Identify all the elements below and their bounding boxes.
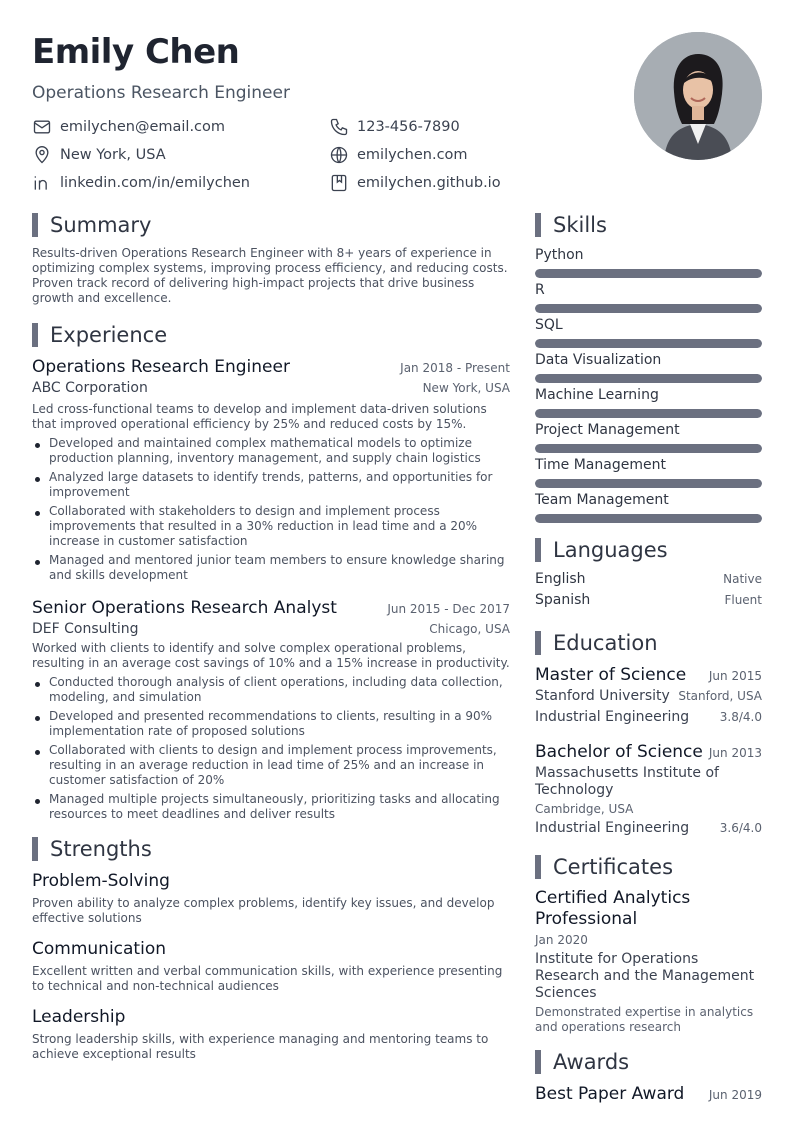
skill-item bbox=[535, 421, 762, 453]
language-name: Spanish bbox=[535, 592, 591, 608]
section-accent-bar bbox=[535, 213, 541, 237]
strengths-section bbox=[32, 836, 510, 1062]
education-heading bbox=[535, 630, 762, 656]
certificate-organization: Institute for Operations Research and the Management Sciences bbox=[535, 951, 755, 1001]
strength-item bbox=[32, 1006, 510, 1062]
certificate-date: Jan 2020 bbox=[535, 933, 588, 947]
section-title: Certificates bbox=[553, 855, 674, 879]
contact-email[interactable] bbox=[32, 116, 329, 138]
section-title: Strengths bbox=[50, 837, 152, 861]
mail-icon bbox=[32, 117, 52, 137]
job-company: DEF Consulting bbox=[32, 621, 139, 637]
skill-level-bar bbox=[535, 374, 762, 383]
contact-list bbox=[32, 116, 632, 194]
bookmark-icon bbox=[329, 173, 349, 193]
skill-item bbox=[535, 246, 762, 278]
section-title: Education bbox=[553, 631, 658, 655]
education-location: Cambridge, USA bbox=[535, 802, 634, 816]
language-level: Fluent bbox=[724, 593, 762, 607]
job-title: Operations Research Engineer bbox=[32, 357, 290, 377]
list-item: Collaborated with stakeholders to design and implement process improvements that resulted in a 30% reduction in lead time and a 20% increase in customer satisfaction bbox=[32, 504, 510, 549]
phone-icon bbox=[329, 117, 349, 137]
contact-website[interactable] bbox=[329, 144, 629, 166]
list-item: Managed multiple projects simultaneously, prioritizing tasks and allocating resources to meet deadlines and deliver results bbox=[32, 792, 510, 822]
strength-description: Strong leadership skills, with experience managing and mentoring teams to achieve exceptional results bbox=[32, 1032, 489, 1061]
contact-linkedin[interactable] bbox=[32, 172, 329, 194]
section-title: Skills bbox=[553, 213, 607, 237]
skill-level-bar bbox=[535, 514, 762, 523]
skill-level-bar bbox=[535, 339, 762, 348]
skill-level-bar bbox=[535, 304, 762, 313]
strength-item bbox=[32, 870, 510, 926]
award-name: Best Paper Award bbox=[535, 1084, 685, 1104]
strength-description: Proven ability to analyze complex problems, identify key issues, and develop effective solutions bbox=[32, 896, 495, 925]
skill-level-fill bbox=[535, 269, 762, 278]
school: Massachusetts Institute of Technology bbox=[535, 765, 719, 798]
job-title: Senior Operations Research Analyst bbox=[32, 598, 337, 618]
skill-level-bar bbox=[535, 479, 762, 488]
skills-section bbox=[535, 212, 762, 523]
skill-level-fill bbox=[535, 304, 762, 313]
education-section bbox=[535, 630, 762, 836]
certificate-description: Demonstrated expertise in analytics and operations research bbox=[535, 1005, 754, 1034]
skills-list bbox=[535, 246, 762, 523]
skill-level-bar bbox=[535, 269, 762, 278]
skill-name: Team Management bbox=[535, 492, 669, 508]
strength-name: Problem-Solving bbox=[32, 871, 170, 891]
skill-level-fill bbox=[535, 339, 762, 348]
skill-name: Data Visualization bbox=[535, 352, 662, 368]
school: Stanford University bbox=[535, 688, 670, 704]
education-location: Stanford, USA bbox=[678, 689, 762, 703]
skill-level-fill bbox=[535, 444, 762, 453]
skill-name: Project Management bbox=[535, 422, 680, 438]
education-date: Jun 2013 bbox=[708, 746, 762, 760]
job-description: Worked with clients to identify and solve complex operational problems, resulting in an average cost savings of 10% and a 15% increase in productivity. bbox=[32, 641, 510, 670]
avatar bbox=[634, 32, 762, 160]
awards-section bbox=[535, 1049, 762, 1105]
email-text: emilychen@email.com bbox=[60, 119, 226, 135]
section-title: Summary bbox=[50, 213, 152, 237]
section-accent-bar bbox=[32, 213, 38, 237]
location-text: New York, USA bbox=[60, 147, 166, 163]
section-title: Experience bbox=[50, 323, 168, 347]
skill-name: SQL bbox=[535, 317, 563, 333]
list-item: Developed and maintained complex mathematical models to optimize production planning, inventory management, and supply chain logistics bbox=[32, 436, 510, 466]
section-accent-bar bbox=[535, 631, 541, 655]
certificates-section bbox=[535, 854, 762, 1035]
languages-section bbox=[535, 537, 762, 613]
skill-level-fill bbox=[535, 374, 762, 383]
strengths-heading bbox=[32, 836, 510, 862]
gpa: 3.8/4.0 bbox=[719, 710, 762, 724]
contact-phone[interactable] bbox=[329, 116, 629, 138]
website-text: emilychen.com bbox=[357, 147, 468, 163]
language-name: English bbox=[535, 571, 586, 587]
certificate-item bbox=[535, 888, 762, 1035]
job-entry bbox=[32, 597, 510, 822]
strength-name: Leadership bbox=[32, 1007, 126, 1027]
list-item: Developed and presented recommendations to clients, resulting in a 90% implementation rate of proposed solutions bbox=[32, 709, 510, 739]
job-bullets bbox=[32, 436, 510, 583]
education-item bbox=[535, 664, 762, 725]
strength-item bbox=[32, 938, 510, 994]
section-accent-bar bbox=[32, 837, 38, 861]
phone-text: 123-456-7890 bbox=[357, 119, 460, 135]
education-item bbox=[535, 741, 762, 836]
certificates-heading bbox=[535, 854, 762, 880]
skill-item bbox=[535, 351, 762, 383]
languages-heading bbox=[535, 537, 762, 563]
section-accent-bar bbox=[32, 323, 38, 347]
gpa: 3.6/4.0 bbox=[719, 821, 762, 835]
skill-item bbox=[535, 491, 762, 523]
job-location: New York, USA bbox=[422, 381, 510, 395]
job-bullets bbox=[32, 675, 510, 822]
location-pin-icon bbox=[32, 145, 52, 165]
section-accent-bar bbox=[535, 538, 541, 562]
skill-level-fill bbox=[535, 479, 762, 488]
job-location: Chicago, USA bbox=[429, 622, 510, 636]
degree: Bachelor of Science bbox=[535, 742, 703, 762]
degree: Master of Science bbox=[535, 665, 687, 685]
experience-section bbox=[32, 322, 510, 822]
skill-name: Python bbox=[535, 247, 584, 263]
candidate-title: Operations Research Engineer bbox=[32, 83, 290, 103]
list-item: Analyzed large datasets to identify trends, patterns, and opportunities for improvement bbox=[32, 470, 510, 500]
linkedin-icon bbox=[32, 173, 52, 193]
github-text: emilychen.github.io bbox=[357, 175, 501, 191]
job-date: Jun 2015 - Dec 2017 bbox=[387, 602, 510, 616]
skills-heading bbox=[535, 212, 762, 238]
strength-name: Communication bbox=[32, 939, 166, 959]
linkedin-text: linkedin.com/in/emilychen bbox=[60, 175, 250, 191]
skill-item bbox=[535, 386, 762, 418]
skill-level-fill bbox=[535, 409, 762, 418]
language-item bbox=[535, 571, 762, 592]
list-item: Collaborated with clients to design and implement process improvements, resulting in an average reduction in lead time of 25% and an increase in customer satisfaction of 20% bbox=[32, 743, 510, 788]
skill-level-fill bbox=[535, 514, 762, 523]
summary-text: Results-driven Operations Research Engineer with 8+ years of experience in optimizing complex systems, improving process efficiency, and reducing costs. Proven track record of delivering high-impact projects that drive business growth and excellence. bbox=[32, 246, 508, 305]
language-item bbox=[535, 592, 762, 613]
job-date: Jan 2018 - Present bbox=[400, 361, 510, 375]
section-accent-bar bbox=[535, 855, 541, 879]
contact-location bbox=[32, 144, 329, 166]
skill-item bbox=[535, 281, 762, 313]
skill-level-bar bbox=[535, 409, 762, 418]
job-description: Led cross-functional teams to develop and implement data-driven solutions that improved operational efficiency by 25% and reduced costs by 15%. bbox=[32, 402, 487, 431]
certificate-name: Certified Analytics Professional bbox=[535, 888, 691, 929]
education-date: Jun 2015 bbox=[708, 669, 762, 683]
strength-description: Excellent written and verbal communication skills, with experience presenting to technical and non-technical audiences bbox=[32, 964, 503, 993]
award-date: Jun 2019 bbox=[708, 1088, 762, 1102]
left-column bbox=[32, 212, 510, 1062]
skill-item bbox=[535, 316, 762, 348]
skill-level-bar bbox=[535, 444, 762, 453]
skill-name: Time Management bbox=[535, 457, 666, 473]
skill-name: Machine Learning bbox=[535, 387, 659, 403]
candidate-name: Emily Chen bbox=[32, 32, 240, 72]
job-entry bbox=[32, 356, 510, 583]
profile-photo bbox=[634, 32, 762, 160]
list-item: Managed and mentored junior team members to ensure knowledge sharing and skills development bbox=[32, 553, 510, 583]
list-item: Conducted thorough analysis of client operations, including data collection, modeling, and simulation bbox=[32, 675, 510, 705]
skill-name: R bbox=[535, 282, 545, 298]
awards-heading bbox=[535, 1049, 762, 1075]
skill-item bbox=[535, 456, 762, 488]
field-of-study: Industrial Engineering bbox=[535, 820, 690, 836]
summary-heading bbox=[32, 212, 510, 238]
field-of-study: Industrial Engineering bbox=[535, 709, 690, 725]
resume-header bbox=[32, 32, 632, 194]
section-accent-bar bbox=[535, 1050, 541, 1074]
globe-icon bbox=[329, 145, 349, 165]
contact-github[interactable] bbox=[329, 172, 629, 194]
language-level: Native bbox=[723, 572, 762, 586]
award-item bbox=[535, 1083, 762, 1105]
section-title: Languages bbox=[553, 538, 668, 562]
summary-section bbox=[32, 212, 510, 306]
section-title: Awards bbox=[553, 1050, 630, 1074]
right-column bbox=[535, 212, 762, 1105]
job-company: ABC Corporation bbox=[32, 380, 148, 396]
experience-heading bbox=[32, 322, 510, 348]
